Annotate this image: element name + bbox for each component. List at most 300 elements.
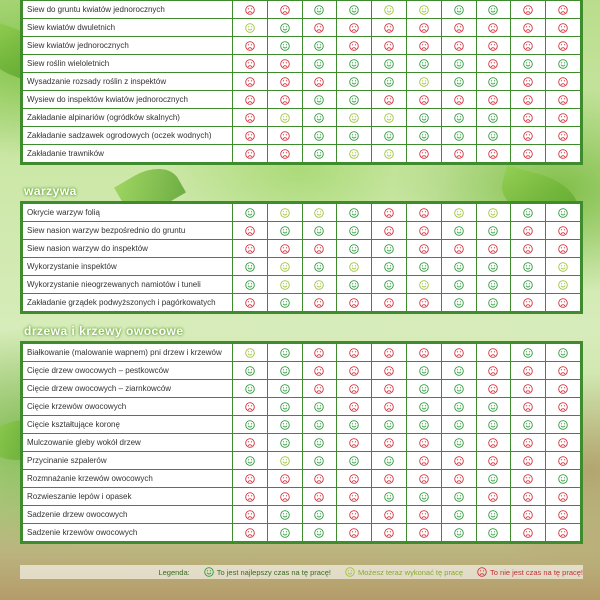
month-cell [267, 19, 302, 37]
smiley-bad-icon [349, 474, 359, 484]
table-row [23, 91, 581, 109]
smiley-bad-icon [523, 402, 533, 412]
table-row [23, 398, 581, 416]
table-row [23, 276, 581, 294]
smiley-good-icon [454, 131, 464, 141]
row-label: Zakładanie sadzawek ogrodowych (oczek wodnych) [23, 127, 233, 145]
smiley-bad-icon [488, 348, 498, 358]
table-row [23, 1, 581, 19]
month-cell [476, 380, 511, 398]
month-cell [302, 434, 337, 452]
smiley-ok-icon [349, 149, 359, 159]
legend-label: Możesz teraz wykonać tę pracę [357, 567, 464, 577]
smiley-good-icon [280, 528, 290, 538]
month-cell [546, 506, 581, 524]
month-cell [302, 344, 337, 362]
month-cell [267, 240, 302, 258]
month-cell [233, 91, 268, 109]
month-cell [546, 470, 581, 488]
smiley-bad-icon [558, 456, 568, 466]
month-cell [233, 145, 268, 163]
month-cell [267, 222, 302, 240]
smiley-bad-icon [280, 492, 290, 502]
smiley-good-icon [384, 492, 394, 502]
month-cell [233, 276, 268, 294]
smiley-good-icon [454, 59, 464, 69]
month-cell [337, 524, 372, 542]
smiley-bad-icon [280, 244, 290, 254]
month-cell [372, 524, 407, 542]
smiley-bad-icon [558, 226, 568, 236]
month-cell [337, 204, 372, 222]
month-cell [406, 91, 441, 109]
month-cell [267, 73, 302, 91]
smiley-bad-icon [245, 131, 255, 141]
month-cell [302, 109, 337, 127]
smiley-ok-icon [349, 262, 359, 272]
month-cell [233, 222, 268, 240]
month-cell [337, 380, 372, 398]
month-cell [267, 109, 302, 127]
month-cell [441, 204, 476, 222]
month-cell [511, 276, 546, 294]
month-cell [337, 73, 372, 91]
month-cell [441, 470, 476, 488]
month-cell [302, 222, 337, 240]
month-cell [406, 506, 441, 524]
month-cell [337, 145, 372, 163]
smiley-good-icon [314, 528, 324, 538]
smiley-bad-icon [245, 113, 255, 123]
month-cell [337, 91, 372, 109]
smiley-good-icon [314, 131, 324, 141]
month-cell [302, 73, 337, 91]
smiley-bad-icon [558, 366, 568, 376]
smiley-good-icon [454, 262, 464, 272]
month-cell [511, 294, 546, 312]
smiley-bad-icon [384, 384, 394, 394]
smiley-good-icon [419, 402, 429, 412]
month-cell [267, 91, 302, 109]
legend [20, 565, 583, 579]
month-cell [476, 1, 511, 19]
month-cell [372, 109, 407, 127]
month-cell [372, 276, 407, 294]
smiley-good-icon [419, 366, 429, 376]
smiley-bad-icon [349, 402, 359, 412]
table-row [23, 127, 581, 145]
smiley-ok-icon [558, 262, 568, 272]
month-cell [476, 416, 511, 434]
month-cell [337, 488, 372, 506]
month-cell [441, 452, 476, 470]
month-cell [476, 145, 511, 163]
month-cell [337, 222, 372, 240]
month-cell [511, 222, 546, 240]
smiley-bad-icon [419, 474, 429, 484]
month-cell [267, 55, 302, 73]
smiley-bad-icon [384, 402, 394, 412]
smiley-good-icon [314, 420, 324, 430]
month-cell [511, 488, 546, 506]
month-cell [441, 127, 476, 145]
smiley-bad-icon [488, 492, 498, 502]
month-cell [372, 452, 407, 470]
smiley-good-icon [488, 528, 498, 538]
smiley-bad-icon [280, 59, 290, 69]
smiley-bad-icon [280, 5, 290, 15]
smiley-bad-icon [245, 41, 255, 51]
month-cell [233, 416, 268, 434]
month-cell [372, 222, 407, 240]
smiley-bad-icon [523, 5, 533, 15]
table-row [23, 362, 581, 380]
smiley-bad-icon [384, 41, 394, 51]
smiley-bad-icon [419, 528, 429, 538]
smiley-bad-icon [384, 298, 394, 308]
row-label: Sadzenie drzew owocowych [23, 506, 233, 524]
month-cell [302, 1, 337, 19]
smiley-bad-icon [454, 456, 464, 466]
month-cell [406, 380, 441, 398]
smiley-bad-icon [384, 474, 394, 484]
smiley-good-icon [488, 5, 498, 15]
month-cell [337, 362, 372, 380]
smiley-good-icon [558, 208, 568, 218]
month-cell [441, 19, 476, 37]
row-label: Zakładanie grządek podwyższonych i pagórkowatych [23, 294, 233, 312]
table-vegetables [20, 201, 583, 314]
month-cell [233, 127, 268, 145]
month-cell [267, 524, 302, 542]
smiley-good-icon [523, 208, 533, 218]
month-cell [267, 344, 302, 362]
month-cell [267, 1, 302, 19]
smiley-bad-icon [558, 402, 568, 412]
month-cell [372, 73, 407, 91]
month-cell [337, 416, 372, 434]
smiley-good-icon [349, 77, 359, 87]
smiley-bad-icon [454, 244, 464, 254]
month-cell [337, 344, 372, 362]
section-title-vegetables: warzywa [24, 184, 77, 198]
month-cell [511, 37, 546, 55]
month-cell [372, 91, 407, 109]
smiley-good-icon [314, 226, 324, 236]
table-row [23, 109, 581, 127]
smiley-good-icon [245, 384, 255, 394]
table-row [23, 240, 581, 258]
smiley-bad-icon [245, 402, 255, 412]
month-cell [511, 416, 546, 434]
table-flowers [20, 0, 583, 165]
smiley-ok-icon [280, 208, 290, 218]
table-row [23, 294, 581, 312]
month-cell [406, 1, 441, 19]
month-cell [511, 258, 546, 276]
table-row [23, 506, 581, 524]
smiley-good-icon [280, 23, 290, 33]
month-cell [337, 1, 372, 19]
smiley-bad-icon [523, 438, 533, 448]
smiley-ok-icon [488, 208, 498, 218]
month-cell [302, 145, 337, 163]
smiley-good-icon [454, 366, 464, 376]
month-cell [233, 434, 268, 452]
smiley-good-icon [419, 113, 429, 123]
month-cell [476, 109, 511, 127]
month-cell [372, 434, 407, 452]
month-cell [546, 145, 581, 163]
row-label: Siew nasion warzyw do inspektów [23, 240, 233, 258]
smiley-good-icon [384, 244, 394, 254]
row-label: Zakładanie trawników [23, 145, 233, 163]
smiley-bad-icon [558, 528, 568, 538]
smiley-bad-icon [384, 226, 394, 236]
month-cell [476, 344, 511, 362]
smiley-ok-icon [280, 456, 290, 466]
month-cell [546, 398, 581, 416]
month-cell [302, 416, 337, 434]
month-cell [441, 506, 476, 524]
smiley-bad-icon [419, 244, 429, 254]
table-row [23, 222, 581, 240]
month-cell [441, 488, 476, 506]
table-row [23, 37, 581, 55]
smiley-good-icon [245, 280, 255, 290]
smiley-bad-icon [314, 474, 324, 484]
smiley-bad-icon [488, 366, 498, 376]
smiley-bad-icon [488, 41, 498, 51]
month-cell [233, 258, 268, 276]
month-cell [337, 506, 372, 524]
month-cell [476, 506, 511, 524]
table-row [23, 55, 581, 73]
smiley-bad-icon [488, 244, 498, 254]
month-cell [546, 204, 581, 222]
smiley-bad-icon [314, 366, 324, 376]
smiley-bad-icon [384, 366, 394, 376]
month-cell [302, 488, 337, 506]
smiley-good-icon [314, 59, 324, 69]
month-cell [511, 524, 546, 542]
month-cell [406, 37, 441, 55]
smiley-good-icon [349, 131, 359, 141]
month-cell [546, 222, 581, 240]
month-cell [302, 91, 337, 109]
table-row [23, 344, 581, 362]
month-cell [337, 452, 372, 470]
smiley-good-icon [349, 5, 359, 15]
smiley-bad-icon [477, 567, 487, 577]
smiley-bad-icon [384, 438, 394, 448]
table-row [23, 73, 581, 91]
month-cell [233, 1, 268, 19]
smiley-bad-icon [245, 474, 255, 484]
smiley-good-icon [488, 402, 498, 412]
smiley-bad-icon [419, 149, 429, 159]
smiley-good-icon [384, 262, 394, 272]
month-cell [406, 109, 441, 127]
smiley-ok-icon [245, 23, 255, 33]
month-cell [406, 19, 441, 37]
table-row [23, 524, 581, 542]
month-cell [546, 55, 581, 73]
row-label: Okrycie warzyw folią [23, 204, 233, 222]
smiley-bad-icon [488, 456, 498, 466]
smiley-good-icon [558, 348, 568, 358]
smiley-good-icon [523, 420, 533, 430]
smiley-good-icon [454, 77, 464, 87]
smiley-bad-icon [419, 438, 429, 448]
month-cell [372, 362, 407, 380]
month-cell [476, 240, 511, 258]
smiley-bad-icon [558, 131, 568, 141]
smiley-good-icon [280, 226, 290, 236]
smiley-good-icon [419, 262, 429, 272]
smiley-good-icon [488, 298, 498, 308]
month-cell [441, 222, 476, 240]
month-cell [476, 524, 511, 542]
smiley-ok-icon [454, 208, 464, 218]
month-cell [511, 344, 546, 362]
month-cell [511, 204, 546, 222]
smiley-bad-icon [523, 149, 533, 159]
month-cell [302, 470, 337, 488]
smiley-bad-icon [245, 298, 255, 308]
month-cell [511, 109, 546, 127]
month-cell [233, 55, 268, 73]
smiley-good-icon [488, 262, 498, 272]
smiley-good-icon [314, 510, 324, 520]
table-row [23, 19, 581, 37]
month-cell [337, 258, 372, 276]
smiley-good-icon [454, 113, 464, 123]
smiley-ok-icon [314, 208, 324, 218]
month-cell [337, 55, 372, 73]
smiley-good-icon [349, 280, 359, 290]
month-cell [476, 19, 511, 37]
month-cell [546, 344, 581, 362]
month-cell [546, 380, 581, 398]
smiley-good-icon [314, 456, 324, 466]
month-cell [372, 37, 407, 55]
smiley-bad-icon [558, 244, 568, 254]
month-cell [546, 109, 581, 127]
row-label: Siew roślin wieloletnich [23, 55, 233, 73]
month-cell [511, 19, 546, 37]
month-cell [546, 19, 581, 37]
month-cell [441, 344, 476, 362]
smiley-bad-icon [523, 244, 533, 254]
row-label: Cięcie krzewów owocowych [23, 398, 233, 416]
smiley-bad-icon [488, 23, 498, 33]
month-cell [337, 276, 372, 294]
smiley-ok-icon [345, 567, 355, 577]
month-cell [233, 73, 268, 91]
row-label: Rozmnażanie krzewów owocowych [23, 470, 233, 488]
smiley-bad-icon [384, 23, 394, 33]
month-cell [267, 470, 302, 488]
table-fruit-trees [20, 341, 583, 544]
smiley-bad-icon [454, 95, 464, 105]
month-cell [511, 240, 546, 258]
smiley-good-icon [314, 5, 324, 15]
month-cell [546, 362, 581, 380]
row-label: Wysadzanie rozsady roślin z inspektów [23, 73, 233, 91]
smiley-bad-icon [245, 510, 255, 520]
smiley-good-icon [454, 402, 464, 412]
month-cell [476, 258, 511, 276]
smiley-bad-icon [558, 492, 568, 502]
month-cell [302, 294, 337, 312]
month-cell [302, 276, 337, 294]
month-cell [511, 470, 546, 488]
smiley-bad-icon [349, 41, 359, 51]
month-cell [302, 362, 337, 380]
month-cell [302, 258, 337, 276]
smiley-good-icon [280, 384, 290, 394]
smiley-good-icon [314, 41, 324, 51]
smiley-bad-icon [384, 348, 394, 358]
month-cell [406, 258, 441, 276]
table-row [23, 434, 581, 452]
month-cell [233, 344, 268, 362]
month-cell [441, 258, 476, 276]
month-cell [546, 416, 581, 434]
month-cell [302, 380, 337, 398]
month-cell [337, 37, 372, 55]
table-row [23, 380, 581, 398]
smiley-good-icon [523, 280, 533, 290]
legend-item-good [204, 567, 331, 577]
month-cell [476, 398, 511, 416]
month-cell [511, 506, 546, 524]
section-title-fruit-trees: drzewa i krzewy owocowe [24, 324, 184, 338]
table-row [23, 258, 581, 276]
smiley-good-icon [488, 77, 498, 87]
smiley-good-icon [245, 262, 255, 272]
month-cell [337, 294, 372, 312]
month-cell [406, 470, 441, 488]
month-cell [511, 73, 546, 91]
row-label: Siew kwiatów jednorocznych [23, 37, 233, 55]
smiley-bad-icon [280, 149, 290, 159]
month-cell [267, 416, 302, 434]
smiley-bad-icon [349, 366, 359, 376]
month-cell [546, 73, 581, 91]
smiley-bad-icon [523, 456, 533, 466]
smiley-good-icon [488, 280, 498, 290]
month-cell [267, 362, 302, 380]
smiley-bad-icon [523, 528, 533, 538]
smiley-bad-icon [454, 23, 464, 33]
month-cell [406, 204, 441, 222]
smiley-bad-icon [488, 149, 498, 159]
month-cell [476, 37, 511, 55]
month-cell [441, 240, 476, 258]
smiley-good-icon [523, 348, 533, 358]
month-cell [441, 109, 476, 127]
month-cell [406, 55, 441, 73]
row-label: Białkowanie (malowanie wapnem) pni drzew i krzewów [23, 344, 233, 362]
smiley-good-icon [454, 226, 464, 236]
smiley-good-icon [454, 298, 464, 308]
month-cell [372, 344, 407, 362]
month-cell [233, 362, 268, 380]
month-cell [511, 1, 546, 19]
smiley-bad-icon [558, 41, 568, 51]
